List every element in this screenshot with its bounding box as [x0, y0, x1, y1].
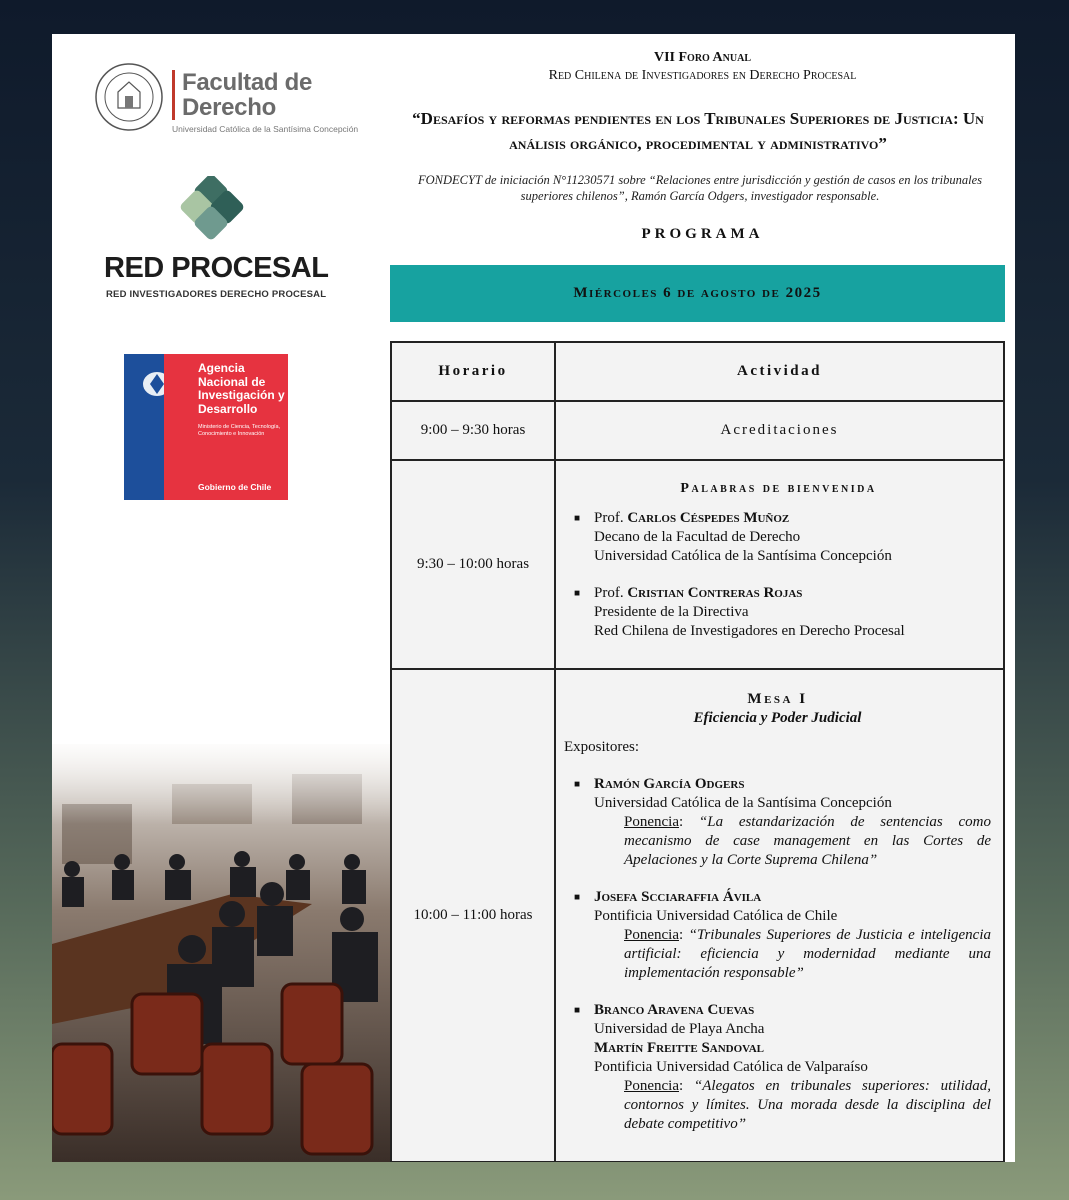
speaker-name: Cristian Contreras Rojas: [627, 585, 803, 601]
row2-time: 9:30 – 10:00 horas: [392, 461, 556, 668]
anid-logo: [124, 354, 288, 500]
list-item: [564, 775, 991, 813]
row3-time: 10:00 – 11:00 horas: [392, 670, 556, 1161]
speaker-institution: Universidad Católica de la Santísima Concepción: [594, 548, 892, 564]
speaker-name: Josefa Scciaraffia Ávila: [594, 889, 762, 905]
network-title: Red Chilena de Investigadores en Derecho Procesal: [548, 68, 857, 83]
fondecyt-note: FONDECYT de iniciación N°11230571 sobre “Relaciones entre jurisdicción y gestión de casos en los tribunales superiores chilenos”, Ramón García Odgers, investigador responsable.: [418, 173, 982, 203]
welcome-heading: Palabras de bienvenida: [680, 481, 877, 496]
photo-fade: [52, 734, 390, 824]
ponencia-label: Ponencia: [624, 1078, 679, 1094]
bullet-icon: ■: [574, 779, 581, 790]
speaker-name: Carlos Céspedes Muñoz: [627, 510, 790, 526]
speaker-institution: Pontificia Universidad Católica de Valparaíso: [594, 1059, 868, 1075]
list-item: [564, 888, 991, 926]
speaker-institution: Pontificia Universidad Católica de Chile: [594, 908, 838, 924]
anid-red-block: [164, 354, 288, 500]
bullet-icon: ■: [574, 892, 581, 903]
speaker-name: Ramón García Odgers: [594, 776, 745, 792]
anid-agency-name: Agencia Nacional de Investigación y Desarrollo: [198, 361, 285, 416]
row2-activity: [556, 461, 1003, 668]
event-title: “Desafíos y reformas pendientes en los Tribunales Superiores de Justicia: Un análisis orgánico, procedimental y administrativo”: [412, 109, 984, 153]
ponencia-label: Ponencia: [624, 814, 679, 830]
program-page: [52, 34, 1015, 1162]
red-procesal-subtitle: RED INVESTIGADORES DERECHO PROCESAL: [106, 289, 327, 300]
faculty-title: [182, 70, 312, 120]
speaker-name: Martín Freitte Sandoval: [594, 1040, 764, 1056]
faculty-line2: Derecho: [182, 94, 276, 121]
col-time-header: Horario: [392, 343, 556, 400]
row3-activity: [556, 670, 1003, 1161]
event-date: Miércoles 6 de agosto de 2025: [573, 285, 822, 301]
panel-heading: Mesa I: [747, 691, 808, 707]
ponencia-text: “La estandarización de sentencias como mecanismo de case management en las Cortes de Apelaciones y la Corte Suprema Chilena”: [624, 814, 991, 868]
date-band: [390, 265, 1005, 322]
faculty-subtitle: Universidad Católica de la Santísima Concepción: [172, 124, 359, 134]
forum-title: VII Foro Anual: [653, 50, 751, 65]
speaker-name: Branco Aravena Cuevas: [594, 1002, 755, 1018]
bullet-icon: ■: [574, 513, 581, 524]
ponencia-label: Ponencia: [624, 927, 679, 943]
left-column: [52, 34, 390, 1162]
bullet-icon: ■: [574, 588, 581, 599]
program-table: [390, 341, 1005, 1162]
university-seal-icon: [94, 62, 164, 132]
col-activity-header: Actividad: [736, 363, 822, 379]
row1-time: 9:00 – 9:30 horas: [392, 402, 556, 459]
table-header-row: [392, 343, 1003, 400]
list-item: [564, 509, 993, 566]
faculty-line1: Facultad de: [182, 69, 313, 96]
ponencia: Ponencia: “La estandarización de sentencias como mecanismo de case management en las Cortes de Apelaciones y la Corte Suprema Chilena”: [624, 814, 991, 868]
speaker-institution: Red Chilena de Investigadores en Derecho Procesal: [594, 623, 905, 639]
red-procesal-name: RED PROCESAL: [104, 252, 329, 284]
anid-blue-block: [124, 354, 164, 500]
speaker-prefix: Prof.: [594, 585, 628, 601]
speaker-institution: Universidad de Playa Ancha: [594, 1021, 765, 1037]
panel-subheading: Eficiencia y Poder Judicial: [693, 710, 862, 726]
list-item: [564, 1001, 991, 1077]
speaker-role: Decano de la Facultad de Derecho: [594, 529, 801, 545]
faculty-divider: [172, 70, 175, 120]
ponencia-text: “Alegatos en tribunales superiores: utilidad, contornos y límites. Una morada desde la disciplina del debate competitivo”: [624, 1078, 991, 1132]
row1-activity: Acreditaciones: [720, 422, 839, 438]
table-row: [392, 459, 1003, 668]
ponencia: Ponencia: “Tribunales Superiores de Justicia e inteligencia artificial: eficiencia y modernidad mediante una implementación responsable”: [624, 927, 991, 981]
ponencia: Ponencia: “Alegatos en tribunales superiores: utilidad, contornos y límites. Una morada desde la disciplina del debate competitivo”: [624, 1078, 991, 1132]
anid-government: Gobierno de Chile: [198, 482, 272, 492]
anid-ministry: Ministerio de Ciencia, Tecnología, Conocimiento e Innovación: [198, 424, 281, 437]
list-item: [564, 584, 993, 641]
bullet-icon: ■: [574, 1005, 581, 1016]
speaker-institution: Universidad Católica de la Santísima Concepción: [594, 795, 892, 811]
red-procesal-logo-icon: [180, 176, 244, 240]
speaker-role: Presidente de la Directiva: [594, 604, 749, 620]
expositores-label: Expositores:: [564, 739, 639, 755]
table-row: [392, 668, 1003, 1161]
table-row: [392, 400, 1003, 459]
speaker-prefix: Prof.: [594, 510, 628, 526]
ponencia-text: “Tribunales Superiores de Justicia e inteligencia artificial: eficiencia y modernidad mediante una implementación responsable”: [624, 927, 991, 981]
programa-heading: PROGRAMA: [641, 226, 764, 242]
